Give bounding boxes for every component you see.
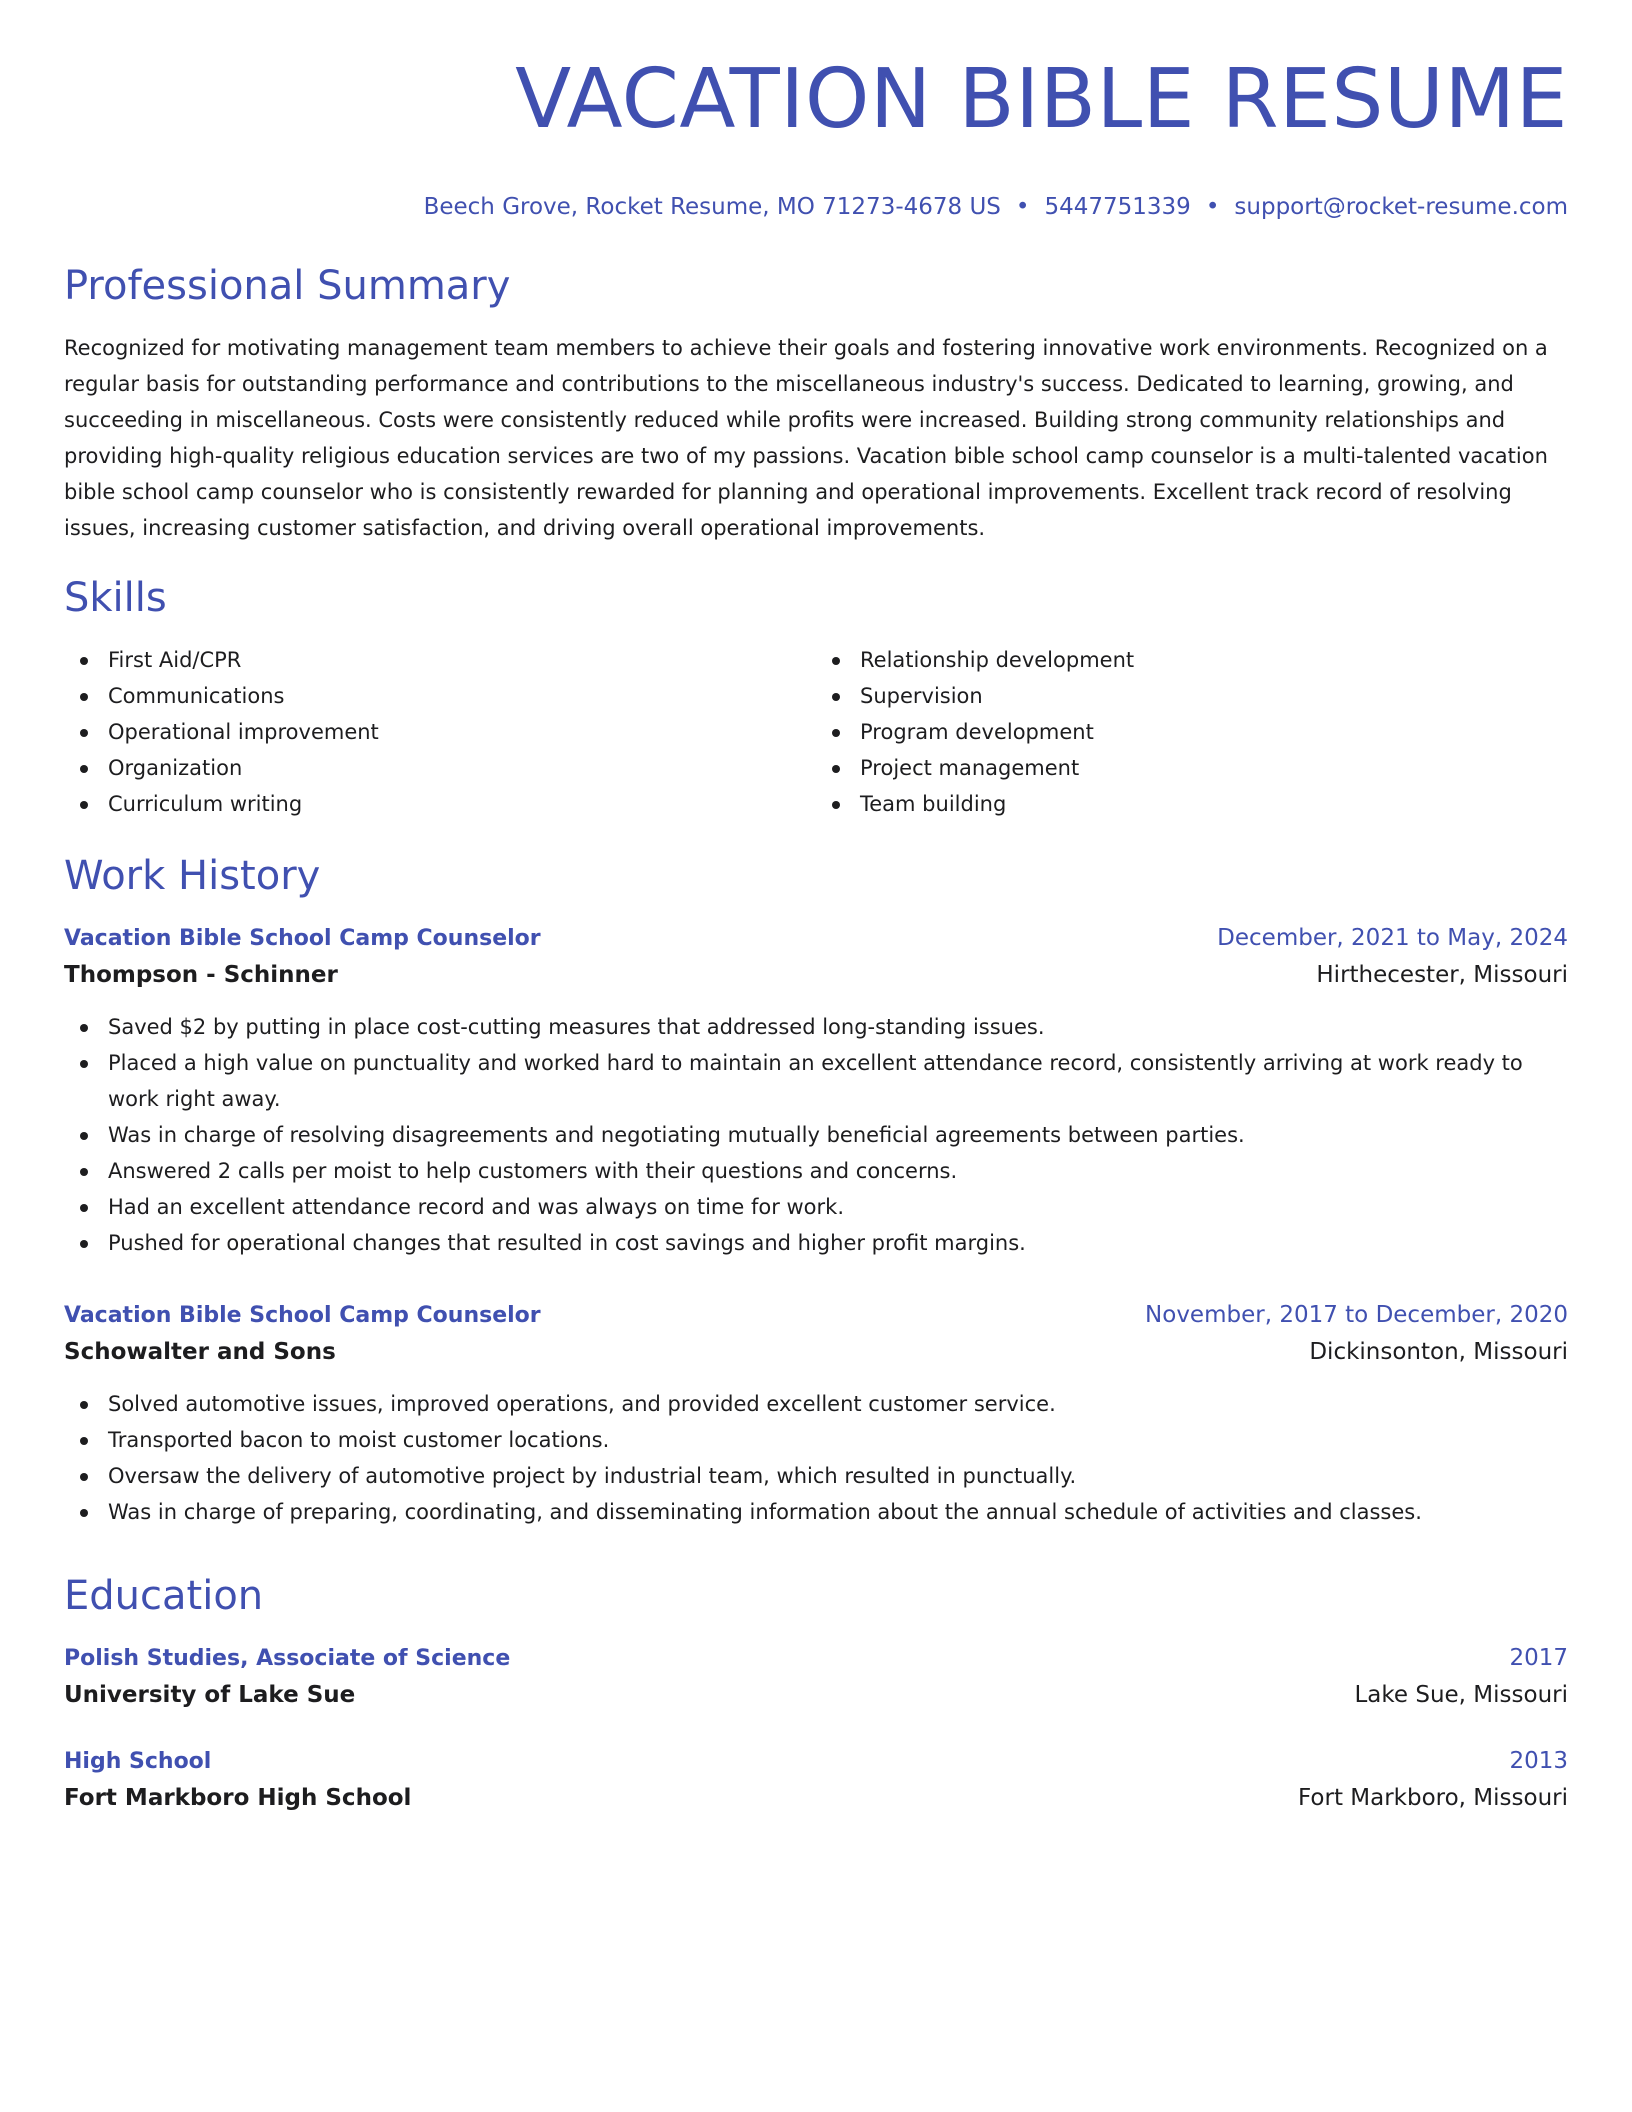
education-school-row	[64, 1778, 1568, 1818]
education-school-row	[64, 1675, 1568, 1715]
skill-item: Curriculum writing	[64, 786, 816, 822]
resume-header	[64, 50, 1568, 222]
education-location: Fort Markboro, Missouri	[1298, 1785, 1568, 1811]
work-history-section	[64, 852, 1568, 1530]
contact-separator: •	[1205, 194, 1220, 220]
job-bullet: Solved automotive issues, improved operations, and provided excellent customer service.	[64, 1386, 1568, 1422]
education-degree: High School	[64, 1749, 212, 1774]
skill-item: Relationship development	[816, 642, 1568, 678]
skill-item: Organization	[64, 750, 816, 786]
skills-heading: Skills	[64, 575, 167, 621]
job-header-row	[64, 922, 1568, 955]
job-bullet: Transported bacon to moist customer locations.	[64, 1422, 1568, 1458]
skills-list-left	[64, 642, 816, 822]
skill-item: Team building	[816, 786, 1568, 822]
education-entry	[64, 1642, 1568, 1715]
job-title: Vacation Bible School Camp Counselor	[64, 926, 541, 951]
skills-list-right	[816, 642, 1568, 822]
job-entry	[64, 922, 1568, 1261]
job-bullet: Oversaw the delivery of automotive project by industrial team, which resulted in punctually.	[64, 1458, 1568, 1494]
skill-item: First Aid/CPR	[64, 642, 816, 678]
skill-item: Communications	[64, 678, 816, 714]
skill-item: Project management	[816, 750, 1568, 786]
job-title: Vacation Bible School Camp Counselor	[64, 1303, 541, 1328]
job-bullet: Saved $2 by putting in place cost-cutting measures that addressed long-standing issues.	[64, 1009, 1568, 1045]
job-company-row	[64, 1332, 1568, 1372]
contact-line	[64, 192, 1568, 222]
summary-section	[64, 262, 1568, 546]
education-heading: Education	[64, 1573, 264, 1619]
job-bullet: Placed a high value on punctuality and worked hard to maintain an excellent attendance record, consistently arriving at work ready to work right away.	[64, 1045, 1568, 1117]
summary-heading: Professional Summary	[64, 263, 511, 309]
education-section	[64, 1572, 1568, 1818]
education-year: 2013	[1509, 1748, 1568, 1774]
skill-item: Operational improvement	[64, 714, 816, 750]
contact-phone: 5447751339	[1044, 194, 1191, 220]
education-school: Fort Markboro High School	[64, 1785, 412, 1811]
skill-item: Supervision	[816, 678, 1568, 714]
education-year: 2017	[1509, 1645, 1568, 1671]
education-school: University of Lake Sue	[64, 1682, 356, 1708]
job-company: Thompson - Schinner	[64, 962, 338, 988]
skill-item: Program development	[816, 714, 1568, 750]
job-location: Dickinsonton, Missouri	[1309, 1339, 1568, 1365]
job-bullet: Answered 2 calls per moist to help customers with their questions and concerns.	[64, 1153, 1568, 1189]
job-bullet: Was in charge of preparing, coordinating, and disseminating information about the annual schedule of activities and classes.	[64, 1494, 1568, 1530]
work-history-heading: Work History	[64, 853, 321, 899]
job-bullets	[64, 1386, 1568, 1530]
summary-text: Recognized for motivating management team members to achieve their goals and fostering innovative work environments. Recognized on a regular basis for outstanding performance and contributions to the miscellaneous industry's success. Dedicated to learning, growing, and succeeding in miscellaneous. Costs were consistently reduced while profits were increased. Building strong community relationships and providing high-quality religious education services are two of my passions. Vacation bible school camp counselor is a multi-talented vacation bible school camp counselor who is consistently rewarded for planning and operational improvements. Excellent track record of resolving issues, increasing customer satisfaction, and driving overall operational improvements.	[64, 336, 1548, 540]
education-location: Lake Sue, Missouri	[1354, 1682, 1568, 1708]
job-company: Schowalter and Sons	[64, 1339, 336, 1365]
job-bullet: Pushed for operational changes that resulted in cost savings and higher profit margins.	[64, 1225, 1568, 1261]
candidate-name: VACATION BIBLE RESUME	[515, 52, 1568, 147]
job-company-row	[64, 955, 1568, 995]
skills-section	[64, 574, 1568, 822]
contact-separator: •	[1015, 194, 1030, 220]
job-dates: November, 2017 to December, 2020	[1145, 1302, 1568, 1328]
job-dates: December, 2021 to May, 2024	[1217, 925, 1568, 951]
education-entry	[64, 1745, 1568, 1818]
job-bullet: Was in charge of resolving disagreements and negotiating mutually beneficial agreements between parties.	[64, 1117, 1568, 1153]
job-bullets	[64, 1009, 1568, 1261]
job-bullet: Had an excellent attendance record and was always on time for work.	[64, 1189, 1568, 1225]
job-header-row	[64, 1299, 1568, 1332]
job-entry	[64, 1299, 1568, 1530]
education-header-row	[64, 1745, 1568, 1778]
education-degree: Polish Studies, Associate of Science	[64, 1646, 511, 1671]
contact-email: support@rocket-resume.com	[1234, 194, 1568, 220]
skills-columns	[64, 642, 1568, 822]
job-location: Hirthecester, Missouri	[1316, 962, 1568, 988]
contact-address: Beech Grove, Rocket Resume, MO 71273-4678 US	[423, 194, 1001, 220]
education-header-row	[64, 1642, 1568, 1675]
